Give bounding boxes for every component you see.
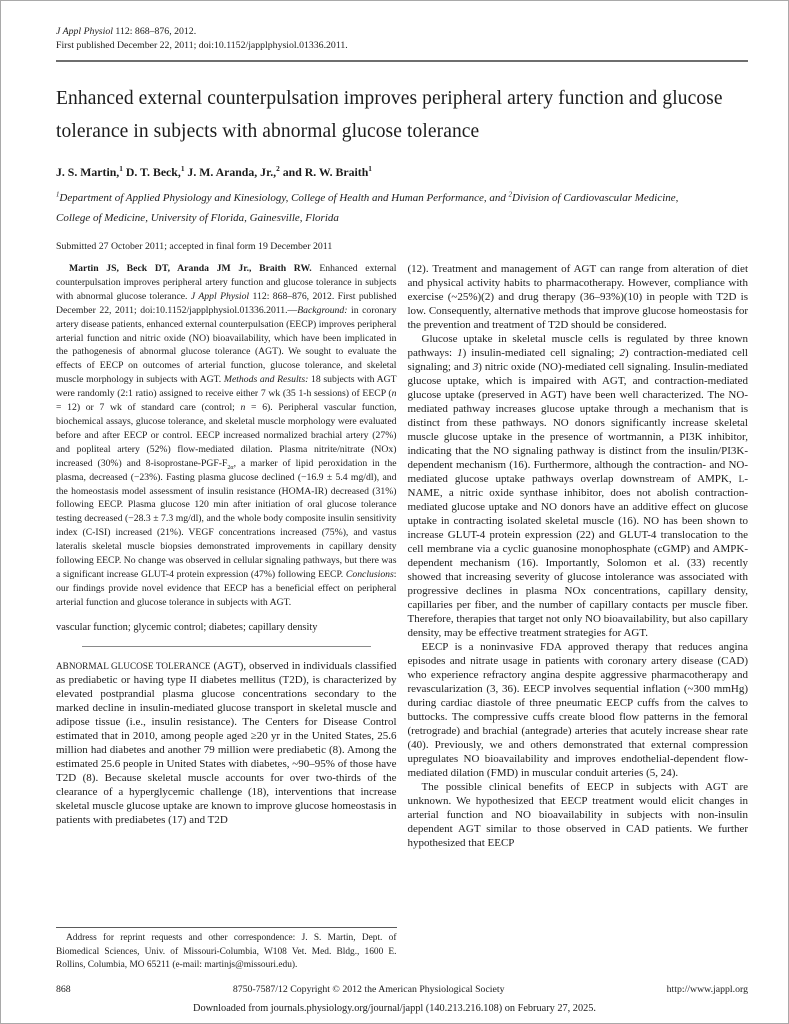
- first-published-line: First published December 22, 2011; doi:10.1152/japplphysiol.01336.2011.: [56, 40, 348, 51]
- right-column: [408, 262, 749, 974]
- abstract-paragraph: Martin JS, Beck DT, Aranda JM Jr., Braith RW. Enhanced external counterpulsation improves peripheral artery function and glucose tolerance in subjects with abnormal glucose tolerance. J Appl Physiol 112: 868–876, 2012. First published December 22, 2011; doi:10.1152/japplphysiol.01336.2011.—Background: in coronary artery disease patients, enhanced external counterpulsation (EECP) improves peripheral arterial function and nitric oxide (NO) bioavailability, which have been implicated in the pathogenesis of abnormal glucose tolerance (AGT). We sought to evaluate the effects of EECP on outcomes of arterial function, glucose tolerance, and skeletal muscle morphology in subjects with AGT. Methods and Results: 18 subjects with AGT were randomly (2:1 ratio) assigned to receive either 7 wk (35 1-h sessions) of EECP (n = 12) or 7 wk of standard care (control; n = 6). Peripheral vascular function, biochemical assays, glucose tolerance, and skeletal muscle morphology were evaluated before and after EECP or control. EECP increased normalized brachial artery (27%) and popliteal artery (52%) flow-mediated dilation. Plasma nitrite/nitrate (NOx) increased (30%) and $8-isoprostane-PGF-F_{2\alpha}$, a marker of lipid peroxidation in the plasma, decreased (−23%). Fasting plasma glucose declined (−16.9 ± 5.4 mg/dl), and the homeostasis model assessment of insulin resistance (HOMA-IR) decreased (31%) following EECP. Plasma glucose 120 min after initiation of oral glucose tolerance testing decreased (−28.3 ± 7.3 mg/dl), and the whole body composite insulin sensitivity index (C-ISI) increased (21%). VEGF concentrations increased (75%), and vastus lateralis skeletal muscle biopsies demonstrated improvements in capillary density following EECP. No change was observed in cellular signaling pathways, but there was a significant increase GLUT-4 protein expression (47%) following EECP. Conclusions: our findings provide novel evidence that EECP has a beneficial effect on peripheral arterial function and glucose tolerance in subjects with AGT.: [56, 263, 397, 608]
- journal-citation-line: J Appl Physiol 112: 868–876, 2012.: [56, 26, 197, 37]
- body-paragraph: Glucose uptake in skeletal muscle cells is regulated by three known pathways: 1) insulin-mediated cell signaling; 2) contraction-mediated cell signaling; and 3) nitric oxide (NO)-mediated cell signaling. Insulin-mediated glucose uptake, which is impaired with AGT, and contraction-mediated glucose uptake (preserved in AGT) have been well characterized. The NO-mediated pathway increases glucose uptake through a mechanism that is distinct from these pathways. NO donors significantly increase skeletal muscle glucose uptake in the presence of wortmannin, a PI3K inhibitor, indicating that the NO signaling pathway is distinct from the insulin/PI3K-dependent mechanism (16). Furthermore, although the contraction- and NO-mediated glucose uptake pathways overlap downstream of AMPK, L-NAME, a nitric oxide synthase inhibitor, does not abolish contraction-mediated glucose uptake and NO donors have an additive effect on glucose uptake in contracting isolated skeletal muscle (16). NO has been shown to increase GLUT-4 protein expression (22) and GLUT-4 translocation to the cell membrane via a cyclic guanosine monophosphate (cGMP) and AMPK-dependent mechanism (16). Importantly, Solomon et al. (33) recently showed that increasing severity of glucose intolerance was associated with progressive declines in plasma NOx concentrations, capillary density, capillaries per fiber, and the number of capillary contacts per muscle fiber. Therefore, therapies that target not only NO bioavailability, but also capillary density, may be effective treatment strategies for AGT.: [407, 333, 748, 639]
- affiliation-line: $^1$Department of Applied Physiology and Kinesiology, College of Health and Human Performance, and $^2$Division of Cardiovascular Medicine, College of Medicine, University of Florida, Gainesville, Florida: [56, 191, 679, 224]
- page-number: 868: [56, 984, 71, 995]
- abstract-body-divider: [82, 646, 371, 647]
- body-paragraph: EECP is a noninvasive FDA approved therapy that reduces angina episodes and nitrate usage in patients with coronary artery disease (CAD) who experience refractory angina despite aggressive pharmacotherapy and revascularization (3, 36). EECP involves sequential inflation (~300 mmHg) during cardiac diastole of three pneumatic EECP cuffs from the calves to buttocks. The compressive cuffs create blood flow patterns in the femoral (retrograde) and brachial (antegrade) arteries that acutely increase shear rate (40). Previously, we and others demonstrated that external compression upregulates NO bioavailability and improves endothelial-dependent flow-mediated dilation (FMD) in muscular conduit arteries (5, 24).: [407, 641, 748, 779]
- footnote-block: [56, 927, 397, 972]
- page-footer: [56, 984, 748, 995]
- left-column: [56, 262, 397, 974]
- journal-url: http://www.jappl.org: [666, 984, 748, 995]
- submitted-line: Submitted 27 October 2011; accepted in final form 19 December 2011: [56, 241, 333, 252]
- authors-line: J. S. Martin,$^1$ D. T. Beck,$^1$ J. M. Aranda, Jr.,$^2$ and R. W. Braith$^1$: [56, 164, 372, 179]
- intro-paragraph: ABNORMAL GLUCOSE TOLERANCE (AGT), observed in individuals classified as prediabetic or having type II diabetes mellitus (T2D), is characterized by elevated postprandial plasma glucose concentrations secondary to the marked decline in insulin-mediated glucose transport in skeletal muscle and adipose tissue (i.e., insulin resistance). The Centers for Disease Control estimated that in 2010, among people aged ≥20 yr in the United States, 25.6 million had diabetes and another 79 million were prediabetic (8). Among the estimated 25.6 people in United States with diabetes, ~90–95% of those have T2D (8). Because skeletal muscle accounts for over two-thirds of the clearance of a hyperglycemic challenge (18), interventions that increase skeletal muscle glucose uptake are known to improve glucose homeostasis in patients with prediabetes (17) and T2D: [56, 659, 397, 826]
- journal-header: [56, 25, 748, 53]
- header-divider: [56, 60, 748, 62]
- two-column-body: [56, 262, 748, 974]
- correspondence-footnote: Address for reprint requests and other correspondence: J. S. Martin, Dept. of Biomedical Sciences, Univ. of Missouri-Columbia, W108 Vet. Med. Bldg., 1600 E. Rollins, Columbia, MO 65211 (e-mail: martinjs@missouri.edu).: [56, 933, 397, 970]
- body-paragraph: (12). Treatment and management of AGT can range from alteration of diet and physical activity habits to pharmacotherapy. However, compliance with exercise (~25%)(2) and drug therapy (36–93%)(10) in people with T2D is low. Consequently, alternative methods that improve glucose homeostasis for the prevention and treatment of T2D should be considered.: [407, 263, 748, 331]
- download-notice: Downloaded from journals.physiology.org/journal/jappl (140.213.216.108) on February 27, 2025.: [193, 1003, 596, 1014]
- footnote-divider: [56, 927, 397, 928]
- body-paragraph: The possible clinical benefits of EECP in subjects with AGT are unknown. We hypothesized that EECP treatment would elicit changes in arterial function and NO bioavailability in subjects with non-insulin dependent AGT similar to those observed in CAD patients. We further hypothesized that EECP: [407, 781, 748, 849]
- copyright-line: 8750-7587/12 Copyright © 2012 the American Physiological Society: [232, 984, 505, 995]
- article-title: Enhanced external counterpulsation improves peripheral artery function and glucose tolerance in subjects with abnormal glucose tolerance: [56, 88, 723, 142]
- keywords-line: vascular function; glycemic control; diabetes; capillary density: [56, 621, 318, 633]
